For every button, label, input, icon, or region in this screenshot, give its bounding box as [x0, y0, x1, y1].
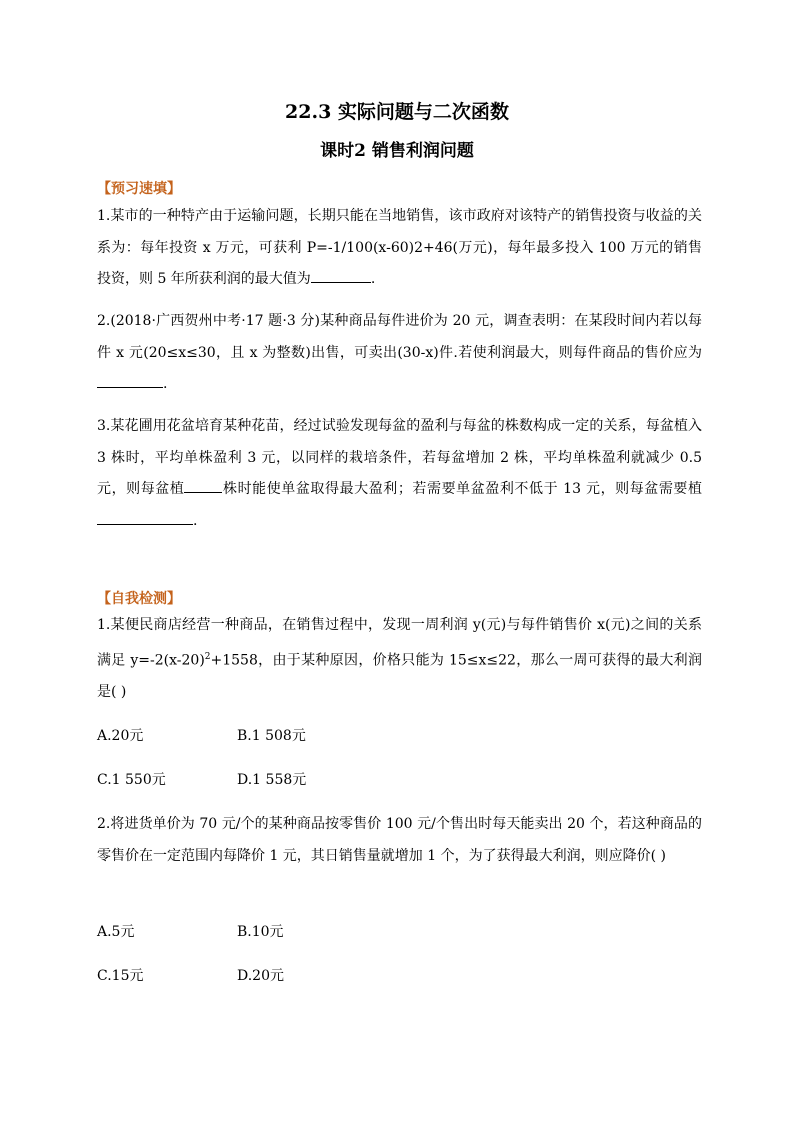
exponent: 2: [204, 651, 211, 662]
question-end: .: [193, 512, 198, 529]
question-text-2: +1558，由于某种原因，价格只能为 15≤x≤22，那么一周可获得的最大利润是( ): [97, 652, 702, 700]
option-d[interactable]: D.20元: [237, 968, 284, 984]
question-text: 2.(2018·广西贺州中考·17 题·3 分)某种商品每件进价为 20 元，调查表明：在某段时间内若以每件 x 元(20≤x≤30，且 x 为整数)出售，可卖出(30-x)件.若使利润最大，则每件商品的售价应为: [97, 313, 702, 361]
answer-blank[interactable]: [97, 373, 163, 388]
question-text: 1.某便民商店经营一种商品，在销售过程中，发现一周利润 y(元)与每件销售价 x(元)之间的关系满足 y=-2(x-20): [97, 617, 702, 669]
question-end: .: [370, 271, 376, 287]
selfcheck-heading: 【自我检测】: [97, 591, 181, 607]
question-text: 2.将进货单价为 70 元/个的某种商品按零售价 100 元/个售出时每天能卖出 20 个，若这种商品的零售价在一定范围内每降价 1 元，其日销售量就增加 1 个，为了获得最大利润，则应降价( ): [97, 816, 702, 864]
question-end: .: [163, 376, 168, 392]
options-row: [97, 725, 377, 745]
option-c[interactable]: C.15元: [97, 968, 144, 984]
question-text: 3.某花圃用花盆培育某种花苗，经过试验发现每盆的盈利与每盆的株数构成一定的关系，每盆植入 3 株时，平均单株盈利 3 元，以同样的栽培条件，若每盆增加 2 株，平均单株盈利就减少 0.5 元，则每盆植: [97, 418, 702, 497]
preview-question-3: [97, 411, 702, 537]
option-a[interactable]: A.20元: [97, 728, 144, 744]
lesson-subtitle: 课时2 销售利润问题: [320, 141, 474, 161]
option-c[interactable]: C.1 550元: [97, 772, 166, 788]
question-text-2: 株时能使单盆取得最大盈利；若需要单盆盈利不低于 13 元，则每盆需要植: [222, 481, 703, 497]
preview-question-2: [97, 306, 702, 401]
options-row: [97, 921, 377, 941]
option-b[interactable]: B.1 508元: [237, 728, 306, 744]
selfcheck-question-2: [97, 809, 702, 872]
option-b[interactable]: B.10元: [237, 924, 284, 940]
question-text: 1.某市的一种特产由于运输问题，长期只能在当地销售，该市政府对该特产的销售投资与收益的关系为：每年投资 x 万元，可获利 P=-1/100(x-60)2+46(万元)，每年最多投入 100 万元的销售投资，则 5 年所获利润的最大值为: [97, 208, 702, 287]
preview-question-1: [97, 201, 702, 296]
answer-blank[interactable]: [97, 510, 193, 525]
answer-blank[interactable]: [311, 268, 371, 283]
option-a[interactable]: A.5元: [97, 924, 135, 940]
options-row: [97, 965, 377, 985]
option-d[interactable]: D.1 558元: [237, 772, 307, 788]
options-row: [97, 769, 377, 789]
selfcheck-question-1: [97, 610, 702, 708]
preview-heading: 【预习速填】: [97, 181, 181, 197]
page-title: 22.3 实际问题与二次函数: [285, 101, 509, 123]
answer-blank[interactable]: [184, 478, 222, 493]
